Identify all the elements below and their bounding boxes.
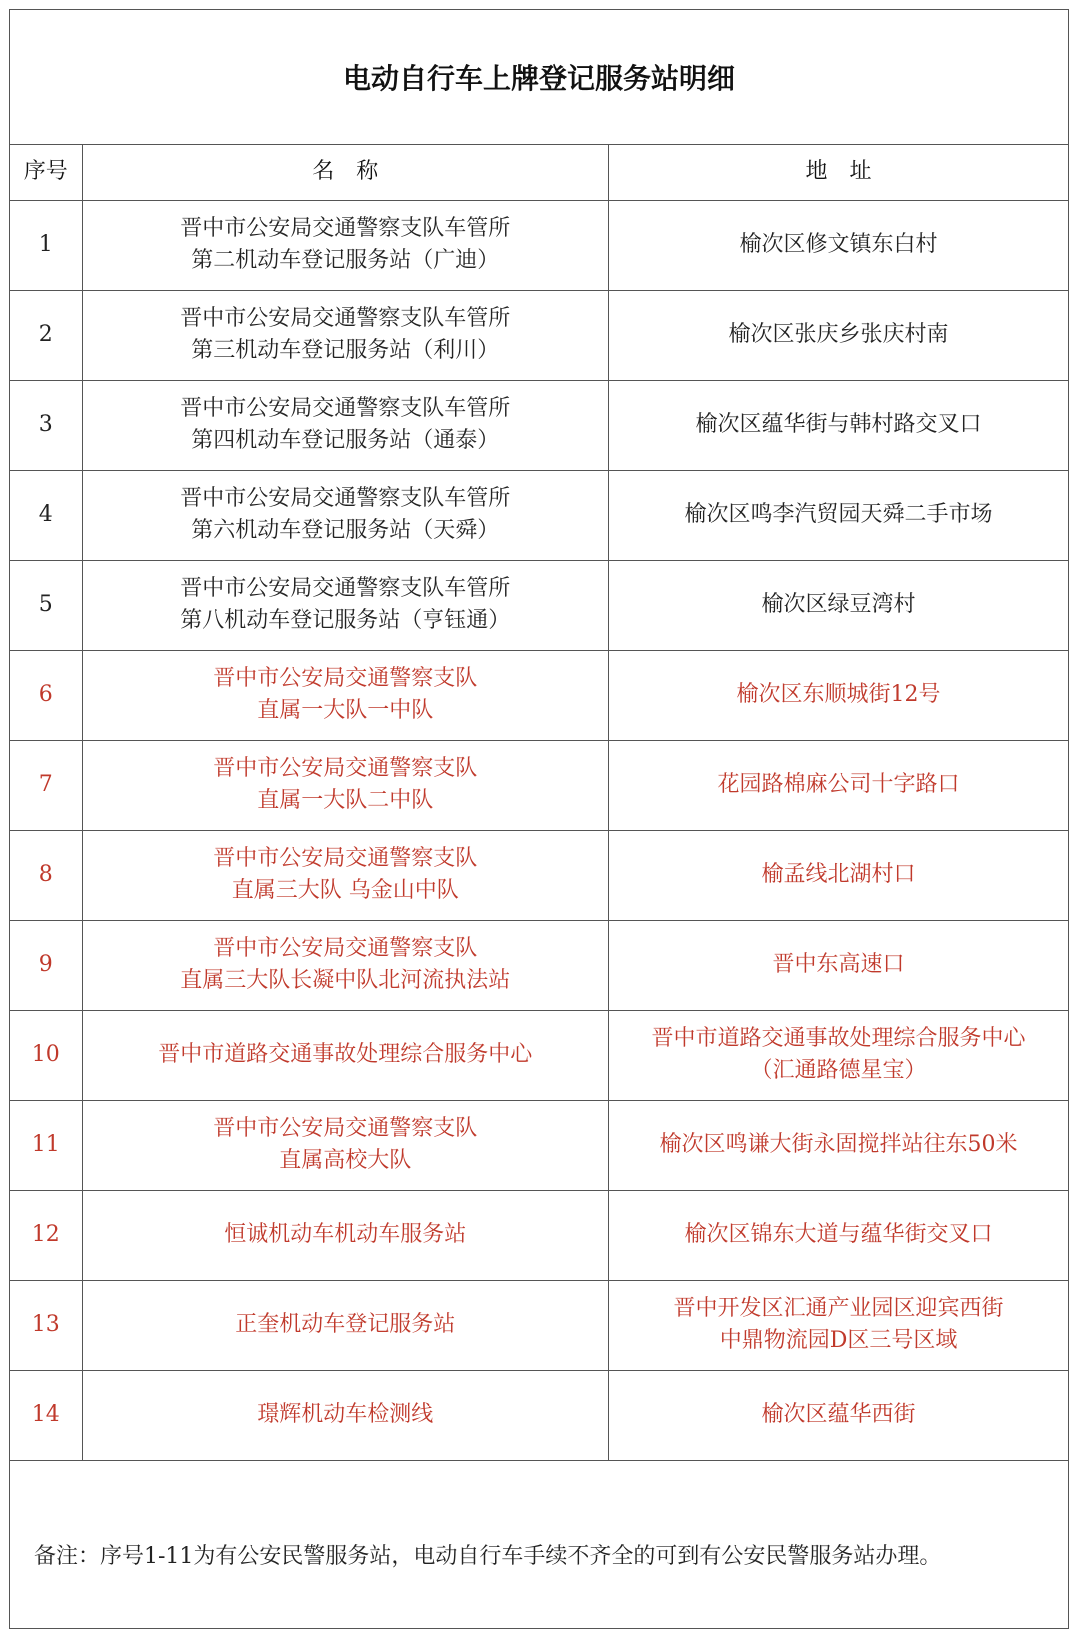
- station-address: [609, 1010, 1068, 1100]
- row-index: 2: [10, 290, 82, 380]
- station-name-line: 直属三大队长凝中队北河流执法站: [180, 968, 511, 993]
- row-index: 8: [10, 830, 82, 920]
- station-address-line: 榆次区蕴华街与韩村路交叉口: [695, 412, 982, 437]
- table-row: [10, 920, 1068, 1010]
- station-address: [609, 470, 1068, 560]
- station-name-line: 直属三大队 乌金山中队: [231, 878, 459, 903]
- station-address-line: （汇通路德星宝）: [750, 1058, 927, 1083]
- station-name-line: 恒诚机动车机动车服务站: [224, 1222, 467, 1247]
- row-index: 9: [10, 920, 82, 1010]
- table-row: [10, 740, 1068, 830]
- station-address-line: 花园路棉麻公司十字路口: [717, 772, 960, 797]
- station-address-line: 榆次区蕴华西街: [761, 1402, 916, 1427]
- station-name: [82, 830, 608, 920]
- row-index: 3: [10, 380, 82, 470]
- station-address: [609, 560, 1068, 650]
- document-sheet: [9, 9, 1069, 1629]
- station-name-line: 第三机动车登记服务站（利川）: [191, 338, 500, 363]
- station-name-line: 晋中市公安局交通警察支队: [213, 936, 478, 961]
- station-address: [609, 380, 1068, 470]
- station-address: [609, 1280, 1068, 1370]
- station-address-line: 晋中东高速口: [772, 952, 905, 977]
- row-index: 1: [10, 200, 82, 290]
- station-name: [82, 1010, 608, 1100]
- table-row: [10, 650, 1068, 740]
- station-name-line: 晋中市公安局交通警察支队: [213, 756, 478, 781]
- row-index: 11: [10, 1100, 82, 1190]
- station-name: [82, 560, 608, 650]
- row-index: 13: [10, 1280, 82, 1370]
- table-row: [10, 560, 1068, 650]
- table-row: [10, 470, 1068, 560]
- station-name: [82, 650, 608, 740]
- station-name-line: 晋中市道路交通事故处理综合服务中心: [158, 1042, 533, 1067]
- row-index: 6: [10, 650, 82, 740]
- station-address: [609, 740, 1068, 830]
- station-name-line: 晋中市公安局交通警察支队: [213, 1116, 478, 1141]
- station-name-line: 晋中市公安局交通警察支队: [213, 666, 478, 691]
- row-index: 12: [10, 1190, 82, 1280]
- station-name-line: 第四机动车登记服务站（通泰）: [191, 428, 500, 453]
- station-address-line: 榆次区鸣谦大街永固搅拌站往东50米: [659, 1132, 1018, 1157]
- station-name: [82, 1370, 608, 1460]
- table-header-row: [10, 145, 1068, 200]
- station-address: [609, 650, 1068, 740]
- page-title: 电动自行车上牌登记服务站明细: [10, 10, 1068, 145]
- station-name: [82, 1100, 608, 1190]
- station-name-line: 第八机动车登记服务站（亨钰通）: [180, 608, 511, 633]
- table-row: [10, 1280, 1068, 1370]
- row-index: 5: [10, 560, 82, 650]
- station-address: [609, 200, 1068, 290]
- row-index: 14: [10, 1370, 82, 1460]
- station-name: [82, 740, 608, 830]
- station-name: [82, 1190, 608, 1280]
- footnote: 备注：序号1-11为有公安民警服务站，电动自行车手续不齐全的可到有公安民警服务站办理。: [34, 1543, 942, 1569]
- table-row: [10, 380, 1068, 470]
- station-name: [82, 1280, 608, 1370]
- station-address-line: 榆次区鸣李汽贸园天舜二手市场: [684, 502, 993, 527]
- station-address: [609, 1190, 1068, 1280]
- station-address-line: 晋中开发区汇通产业园区迎宾西街: [673, 1296, 1004, 1321]
- station-name-line: 直属一大队二中队: [257, 788, 434, 813]
- station-name-line: 直属一大队一中队: [257, 698, 434, 723]
- station-address: [609, 1370, 1068, 1460]
- station-address-line: 榆次区东顺城街12号: [736, 682, 941, 707]
- station-name-line: 晋中市公安局交通警察支队车管所: [180, 576, 511, 601]
- station-name: [82, 470, 608, 560]
- station-name-line: 晋中市公安局交通警察支队车管所: [180, 306, 511, 331]
- station-name: [82, 200, 608, 290]
- station-address-line: 榆孟线北湖村口: [761, 862, 916, 887]
- table-row: [10, 1100, 1068, 1190]
- station-address: [609, 920, 1068, 1010]
- table-row: [10, 290, 1068, 380]
- row-index: 7: [10, 740, 82, 830]
- station-address: [609, 830, 1068, 920]
- station-name-line: 第六机动车登记服务站（天舜）: [191, 518, 500, 543]
- station-address-line: 榆次区绿豆湾村: [761, 592, 916, 617]
- station-name-line: 晋中市公安局交通警察支队车管所: [180, 216, 511, 241]
- station-address: [609, 1100, 1068, 1190]
- station-name-line: 正奎机动车登记服务站: [235, 1312, 456, 1337]
- station-address: [609, 290, 1068, 380]
- station-name-line: 晋中市公安局交通警察支队车管所: [180, 486, 511, 511]
- table-row: [10, 1190, 1068, 1280]
- station-name-line: 晋中市公安局交通警察支队: [213, 846, 478, 871]
- table-row: [10, 830, 1068, 920]
- station-name: [82, 920, 608, 1010]
- row-index: 4: [10, 470, 82, 560]
- station-name-line: 晋中市公安局交通警察支队车管所: [180, 396, 511, 421]
- station-name: [82, 290, 608, 380]
- station-name: [82, 380, 608, 470]
- table-row: [10, 1370, 1068, 1460]
- header-index: 序号: [10, 145, 82, 200]
- station-address-line: 榆次区张庆乡张庆村南: [728, 322, 949, 347]
- stations-table: [10, 145, 1068, 1461]
- table-body: [10, 200, 1068, 1460]
- station-address-line: 中鼎物流园D区三号区域: [719, 1328, 958, 1353]
- table-row: [10, 1010, 1068, 1100]
- station-name-line: 直属高校大队: [279, 1148, 412, 1173]
- station-name-line: 第二机动车登记服务站（广迪）: [191, 248, 500, 273]
- row-index: 10: [10, 1010, 82, 1100]
- station-address-line: 榆次区修文镇东白村: [739, 232, 938, 257]
- header-address: 地 址: [609, 145, 1068, 200]
- table-row: [10, 200, 1068, 290]
- station-address-line: 榆次区锦东大道与蕴华街交叉口: [684, 1222, 993, 1247]
- station-name-line: 璟辉机动车检测线: [257, 1402, 434, 1427]
- header-name: 名 称: [82, 145, 608, 200]
- station-address-line: 晋中市道路交通事故处理综合服务中心: [651, 1026, 1026, 1051]
